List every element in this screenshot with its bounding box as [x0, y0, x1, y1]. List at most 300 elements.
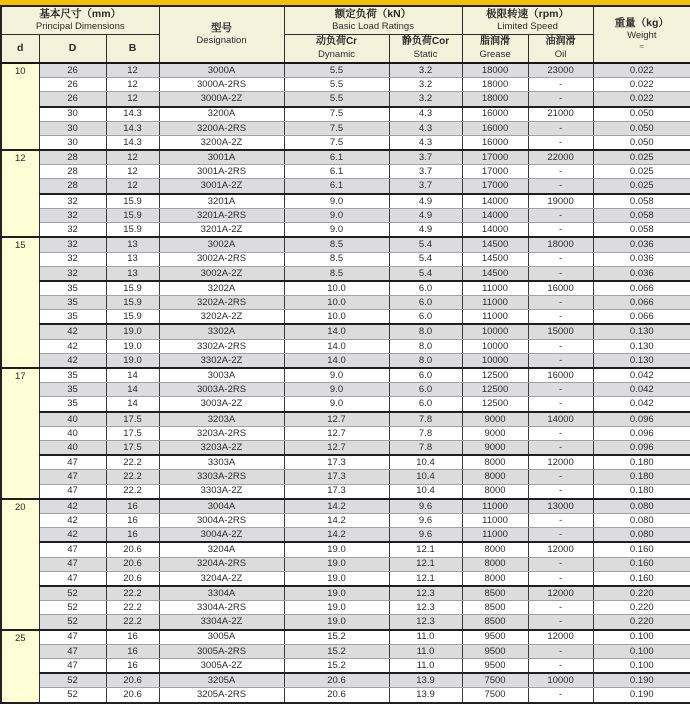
table-row: [1, 514, 690, 528]
cell-static-cor: 4.3: [389, 107, 462, 122]
cell-D: 32: [39, 266, 106, 281]
cell-grease-rpm: 14000: [462, 223, 528, 238]
cell-designation: 3202A-2Z: [159, 310, 284, 325]
cell-designation: 3003A-2RS: [159, 383, 284, 397]
cell-D: 47: [39, 470, 106, 484]
cell-dynamic-cr: 14.2: [284, 499, 389, 514]
cell-B: 19.0: [106, 339, 159, 353]
cell-weight-kg: 0.130: [593, 324, 690, 339]
cell-D: 32: [39, 252, 106, 266]
cell-dynamic-cr: 7.5: [284, 121, 389, 135]
cell-dynamic-cr: 9.0: [284, 397, 389, 412]
cell-designation: 3004A-2RS: [159, 514, 284, 528]
cell-D: 30: [39, 121, 106, 135]
cell-weight-kg: 0.036: [593, 266, 690, 281]
cell-weight-kg: 0.220: [593, 586, 690, 601]
cell-static-cor: 4.9: [389, 208, 462, 222]
cell-grease-rpm: 8000: [462, 542, 528, 557]
table-row: [1, 266, 690, 281]
cell-static-cor: 7.8: [389, 412, 462, 427]
cell-B: 16: [106, 630, 159, 645]
header-designation-zh: 型号: [211, 22, 233, 34]
cell-B: 16: [106, 514, 159, 528]
cell-B: 15.9: [106, 208, 159, 222]
cell-static-cor: 12.3: [389, 615, 462, 630]
cell-oil-rpm: -: [528, 339, 593, 353]
header-col-B: B: [106, 34, 159, 63]
cell-grease-rpm: 17000: [462, 165, 528, 179]
table-row: [1, 179, 690, 194]
cell-weight-kg: 0.025: [593, 179, 690, 194]
cell-static-cor: 6.0: [389, 397, 462, 412]
table-row: [1, 528, 690, 543]
table-row: [1, 426, 690, 440]
table-row: [1, 150, 690, 165]
cell-dynamic-cr: 15.2: [284, 644, 389, 658]
cell-B: 20.6: [106, 557, 159, 571]
cell-D: 42: [39, 339, 106, 353]
cell-weight-kg: 0.160: [593, 557, 690, 571]
cell-dynamic-cr: 8.5: [284, 266, 389, 281]
cell-weight-kg: 0.058: [593, 194, 690, 209]
cell-oil-rpm: -: [528, 571, 593, 586]
cell-designation: 3002A-2RS: [159, 252, 284, 266]
table-row: [1, 615, 690, 630]
cell-static-cor: 12.1: [389, 571, 462, 586]
table-row: [1, 688, 690, 703]
cell-dynamic-cr: 9.0: [284, 208, 389, 222]
cell-grease-rpm: 10000: [462, 339, 528, 353]
table-row: [1, 281, 690, 296]
header-weight-zh: 重量（kg）: [614, 17, 669, 29]
table-row: [1, 135, 690, 150]
cell-B: 22.2: [106, 455, 159, 470]
cell-dynamic-cr: 9.0: [284, 368, 389, 383]
cell-D: 32: [39, 208, 106, 222]
table-row: [1, 383, 690, 397]
cell-dynamic-cr: 7.5: [284, 107, 389, 122]
cell-oil-rpm: 12000: [528, 630, 593, 645]
cell-oil-rpm: -: [528, 353, 593, 368]
cell-D: 28: [39, 150, 106, 165]
cell-weight-kg: 0.096: [593, 440, 690, 455]
cell-grease-rpm: 11000: [462, 528, 528, 543]
cell-grease-rpm: 7500: [462, 673, 528, 688]
cell-grease-rpm: 9000: [462, 440, 528, 455]
cell-designation: 3203A-2Z: [159, 440, 284, 455]
cell-oil-rpm: -: [528, 484, 593, 499]
cell-static-cor: 11.0: [389, 630, 462, 645]
cell-weight-kg: 0.066: [593, 310, 690, 325]
cell-static-cor: 3.7: [389, 150, 462, 165]
cell-oil-rpm: -: [528, 470, 593, 484]
cell-oil-rpm: -: [528, 514, 593, 528]
cell-designation: 3204A: [159, 542, 284, 557]
cell-weight-kg: 0.100: [593, 658, 690, 673]
cell-dynamic-cr: 17.3: [284, 455, 389, 470]
table-row: [1, 339, 690, 353]
cell-d-bore: 25: [1, 630, 39, 703]
cell-grease-rpm: 8500: [462, 615, 528, 630]
cell-B: 20.6: [106, 542, 159, 557]
cell-designation: 3302A: [159, 324, 284, 339]
cell-d-bore: 15: [1, 237, 39, 368]
cell-oil-rpm: -: [528, 179, 593, 194]
cell-static-cor: 4.9: [389, 223, 462, 238]
header-basic-load-ratings: [284, 6, 462, 34]
cell-grease-rpm: 17000: [462, 179, 528, 194]
cell-static-cor: 5.4: [389, 237, 462, 252]
cell-grease-rpm: 9000: [462, 426, 528, 440]
table-row: [1, 397, 690, 412]
cell-B: 20.6: [106, 688, 159, 703]
cell-B: 20.6: [106, 673, 159, 688]
cell-B: 16: [106, 499, 159, 514]
cell-grease-rpm: 16000: [462, 135, 528, 150]
cell-designation: 3002A: [159, 237, 284, 252]
cell-weight-kg: 0.066: [593, 281, 690, 296]
header-principal-dimensions-en: Principal Dimensions: [35, 20, 125, 32]
header-weight: [593, 6, 690, 63]
cell-dynamic-cr: 5.5: [284, 78, 389, 92]
cell-D: 42: [39, 324, 106, 339]
header-limited-speed-en: Limited Speed: [497, 20, 558, 32]
cell-dynamic-cr: 6.1: [284, 179, 389, 194]
cell-oil-rpm: -: [528, 601, 593, 615]
cell-designation: 3005A: [159, 630, 284, 645]
cell-D: 42: [39, 514, 106, 528]
table-row: [1, 310, 690, 325]
cell-d-bore: 12: [1, 150, 39, 237]
cell-D: 32: [39, 237, 106, 252]
cell-weight-kg: 0.160: [593, 571, 690, 586]
cell-weight-kg: 0.022: [593, 92, 690, 107]
table-row: [1, 673, 690, 688]
header-oil: [528, 34, 593, 63]
cell-grease-rpm: 8000: [462, 455, 528, 470]
cell-D: 52: [39, 688, 106, 703]
cell-grease-rpm: 12500: [462, 383, 528, 397]
header-limited-speed: [462, 6, 593, 34]
cell-B: 17.5: [106, 440, 159, 455]
cell-static-cor: 3.2: [389, 63, 462, 78]
cell-designation: 3201A-2Z: [159, 223, 284, 238]
cell-dynamic-cr: 20.6: [284, 673, 389, 688]
cell-weight-kg: 0.058: [593, 208, 690, 222]
cell-D: 47: [39, 484, 106, 499]
cell-oil-rpm: 21000: [528, 107, 593, 122]
table-row: [1, 412, 690, 427]
cell-oil-rpm: 23000: [528, 63, 593, 78]
cell-B: 14: [106, 383, 159, 397]
cell-D: 35: [39, 368, 106, 383]
table-row: [1, 630, 690, 645]
cell-D: 35: [39, 296, 106, 310]
cell-designation: 3003A: [159, 368, 284, 383]
cell-static-cor: 5.4: [389, 266, 462, 281]
cell-D: 47: [39, 658, 106, 673]
cell-designation: 3303A-2RS: [159, 470, 284, 484]
cell-oil-rpm: 12000: [528, 586, 593, 601]
cell-static-cor: 13.9: [389, 673, 462, 688]
cell-designation: 3302A-2Z: [159, 353, 284, 368]
cell-B: 14.3: [106, 135, 159, 150]
cell-D: 28: [39, 179, 106, 194]
cell-designation: 3202A-2RS: [159, 296, 284, 310]
cell-static-cor: 7.8: [389, 426, 462, 440]
cell-oil-rpm: 16000: [528, 368, 593, 383]
cell-oil-rpm: -: [528, 296, 593, 310]
cell-oil-rpm: 12000: [528, 542, 593, 557]
header-designation-en: Designation: [196, 35, 247, 47]
cell-dynamic-cr: 20.6: [284, 688, 389, 703]
cell-static-cor: 10.4: [389, 470, 462, 484]
cell-B: 12: [106, 63, 159, 78]
cell-B: 14.3: [106, 107, 159, 122]
cell-dynamic-cr: 14.2: [284, 514, 389, 528]
cell-dynamic-cr: 14.0: [284, 324, 389, 339]
cell-grease-rpm: 9000: [462, 412, 528, 427]
cell-dynamic-cr: 12.7: [284, 440, 389, 455]
cell-B: 22.2: [106, 615, 159, 630]
header-col-D: D: [39, 34, 106, 63]
cell-dynamic-cr: 9.0: [284, 383, 389, 397]
table-header: [1, 6, 690, 63]
header-col-d: d: [1, 34, 39, 63]
cell-D: 52: [39, 673, 106, 688]
table-row: [1, 107, 690, 122]
table-row: [1, 92, 690, 107]
cell-B: 12: [106, 150, 159, 165]
cell-D: 26: [39, 92, 106, 107]
table-row: [1, 455, 690, 470]
header-grease: [462, 34, 528, 63]
cell-static-cor: 6.0: [389, 310, 462, 325]
cell-D: 47: [39, 630, 106, 645]
cell-weight-kg: 0.025: [593, 165, 690, 179]
cell-designation: 3202A: [159, 281, 284, 296]
cell-static-cor: 7.8: [389, 440, 462, 455]
cell-designation: 3001A-2Z: [159, 179, 284, 194]
cell-designation: 3205A: [159, 673, 284, 688]
cell-B: 12: [106, 92, 159, 107]
table-row: [1, 484, 690, 499]
header-dynamic-en: Dynamic: [318, 48, 355, 60]
cell-dynamic-cr: 15.2: [284, 630, 389, 645]
cell-grease-rpm: 8500: [462, 601, 528, 615]
cell-weight-kg: 0.160: [593, 542, 690, 557]
cell-oil-rpm: 22000: [528, 150, 593, 165]
cell-oil-rpm: -: [528, 688, 593, 703]
cell-oil-rpm: 16000: [528, 281, 593, 296]
cell-weight-kg: 0.042: [593, 368, 690, 383]
cell-dynamic-cr: 5.5: [284, 92, 389, 107]
cell-d-bore: 10: [1, 63, 39, 150]
cell-weight-kg: 0.036: [593, 252, 690, 266]
cell-weight-kg: 0.058: [593, 223, 690, 238]
cell-grease-rpm: 8000: [462, 484, 528, 499]
cell-static-cor: 9.6: [389, 514, 462, 528]
cell-B: 19.0: [106, 324, 159, 339]
cell-weight-kg: 0.130: [593, 339, 690, 353]
cell-oil-rpm: -: [528, 165, 593, 179]
cell-dynamic-cr: 19.0: [284, 586, 389, 601]
cell-oil-rpm: -: [528, 397, 593, 412]
cell-B: 14: [106, 397, 159, 412]
cell-weight-kg: 0.022: [593, 78, 690, 92]
cell-weight-kg: 0.022: [593, 63, 690, 78]
cell-grease-rpm: 10000: [462, 324, 528, 339]
cell-D: 42: [39, 528, 106, 543]
cell-designation: 3000A: [159, 63, 284, 78]
table-row: [1, 208, 690, 222]
header-grease-en: Grease: [479, 48, 511, 60]
cell-oil-rpm: 15000: [528, 324, 593, 339]
cell-designation: 3200A-2RS: [159, 121, 284, 135]
cell-dynamic-cr: 19.0: [284, 571, 389, 586]
cell-oil-rpm: -: [528, 92, 593, 107]
cell-static-cor: 12.3: [389, 601, 462, 615]
cell-designation: 3004A: [159, 499, 284, 514]
table-row: [1, 557, 690, 571]
table-row: [1, 571, 690, 586]
cell-dynamic-cr: 10.0: [284, 296, 389, 310]
cell-B: 12: [106, 165, 159, 179]
cell-dynamic-cr: 6.1: [284, 165, 389, 179]
cell-designation: 3001A-2RS: [159, 165, 284, 179]
cell-dynamic-cr: 17.3: [284, 484, 389, 499]
cell-weight-kg: 0.050: [593, 135, 690, 150]
cell-oil-rpm: 18000: [528, 237, 593, 252]
cell-oil-rpm: -: [528, 528, 593, 543]
cell-designation: 3005A-2RS: [159, 644, 284, 658]
cell-B: 15.9: [106, 223, 159, 238]
table-row: [1, 223, 690, 238]
table-row: [1, 658, 690, 673]
table-row: [1, 194, 690, 209]
cell-weight-kg: 0.220: [593, 615, 690, 630]
cell-B: 13: [106, 252, 159, 266]
cell-weight-kg: 0.220: [593, 601, 690, 615]
cell-designation: 3000A-2RS: [159, 78, 284, 92]
cell-dynamic-cr: 5.5: [284, 63, 389, 78]
cell-B: 15.9: [106, 310, 159, 325]
cell-D: 40: [39, 440, 106, 455]
cell-dynamic-cr: 19.0: [284, 601, 389, 615]
cell-grease-rpm: 14500: [462, 252, 528, 266]
cell-oil-rpm: 19000: [528, 194, 593, 209]
cell-dynamic-cr: 10.0: [284, 281, 389, 296]
table-row: [1, 470, 690, 484]
table-row: [1, 542, 690, 557]
cell-D: 26: [39, 78, 106, 92]
cell-oil-rpm: -: [528, 658, 593, 673]
cell-designation: 3200A: [159, 107, 284, 122]
cell-grease-rpm: 16000: [462, 121, 528, 135]
cell-D: 35: [39, 383, 106, 397]
header-basic-load-ratings-en: Basic Load Ratings: [332, 20, 414, 32]
cell-static-cor: 4.9: [389, 194, 462, 209]
cell-dynamic-cr: 8.5: [284, 252, 389, 266]
cell-designation: 3201A-2RS: [159, 208, 284, 222]
cell-D: 52: [39, 586, 106, 601]
cell-grease-rpm: 18000: [462, 78, 528, 92]
cell-grease-rpm: 12500: [462, 368, 528, 383]
table-row: [1, 121, 690, 135]
cell-static-cor: 13.9: [389, 688, 462, 703]
approx-symbol: ≈: [639, 42, 644, 51]
cell-B: 17.5: [106, 426, 159, 440]
table-row: [1, 296, 690, 310]
cell-grease-rpm: 11000: [462, 310, 528, 325]
cell-designation: 3003A-2Z: [159, 397, 284, 412]
cell-weight-kg: 0.066: [593, 296, 690, 310]
cell-oil-rpm: -: [528, 252, 593, 266]
cell-dynamic-cr: 12.7: [284, 426, 389, 440]
header-oil-en: Oil: [554, 48, 567, 60]
cell-static-cor: 6.0: [389, 368, 462, 383]
table-row: [1, 586, 690, 601]
cell-grease-rpm: 16000: [462, 107, 528, 122]
cell-D: 52: [39, 615, 106, 630]
cell-weight-kg: 0.050: [593, 121, 690, 135]
cell-static-cor: 12.1: [389, 557, 462, 571]
cell-B: 17.5: [106, 412, 159, 427]
cell-grease-rpm: 8000: [462, 571, 528, 586]
cell-D: 47: [39, 571, 106, 586]
table-row: [1, 237, 690, 252]
cell-designation: 3001A: [159, 150, 284, 165]
cell-oil-rpm: -: [528, 121, 593, 135]
cell-B: 19.0: [106, 353, 159, 368]
cell-grease-rpm: 14000: [462, 194, 528, 209]
cell-designation: 3204A-2Z: [159, 571, 284, 586]
cell-grease-rpm: 7500: [462, 688, 528, 703]
cell-weight-kg: 0.130: [593, 353, 690, 368]
cell-D: 26: [39, 63, 106, 78]
cell-grease-rpm: 14000: [462, 208, 528, 222]
table-row: [1, 601, 690, 615]
table-row: [1, 499, 690, 514]
cell-designation: 3302A-2RS: [159, 339, 284, 353]
cell-static-cor: 11.0: [389, 644, 462, 658]
cell-B: 12: [106, 78, 159, 92]
header-principal-dimensions-zh: 基本尺寸（mm）: [39, 7, 122, 20]
cell-oil-rpm: -: [528, 615, 593, 630]
cell-designation: 3203A: [159, 412, 284, 427]
cell-designation: 3200A-2Z: [159, 135, 284, 150]
cell-B: 22.2: [106, 586, 159, 601]
cell-d-bore: 17: [1, 368, 39, 499]
cell-B: 14.3: [106, 121, 159, 135]
cell-grease-rpm: 18000: [462, 63, 528, 78]
cell-dynamic-cr: 19.0: [284, 542, 389, 557]
cell-D: 32: [39, 194, 106, 209]
table-row: [1, 644, 690, 658]
cell-static-cor: 8.0: [389, 324, 462, 339]
cell-dynamic-cr: 14.2: [284, 528, 389, 543]
table-row: [1, 252, 690, 266]
cell-weight-kg: 0.080: [593, 499, 690, 514]
cell-D: 28: [39, 165, 106, 179]
cell-dynamic-cr: 19.0: [284, 615, 389, 630]
header-oil-zh: 油润滑: [545, 36, 576, 48]
cell-static-cor: 6.0: [389, 281, 462, 296]
cell-static-cor: 8.0: [389, 353, 462, 368]
cell-dynamic-cr: 14.0: [284, 353, 389, 368]
cell-weight-kg: 0.050: [593, 107, 690, 122]
table-row: [1, 368, 690, 383]
